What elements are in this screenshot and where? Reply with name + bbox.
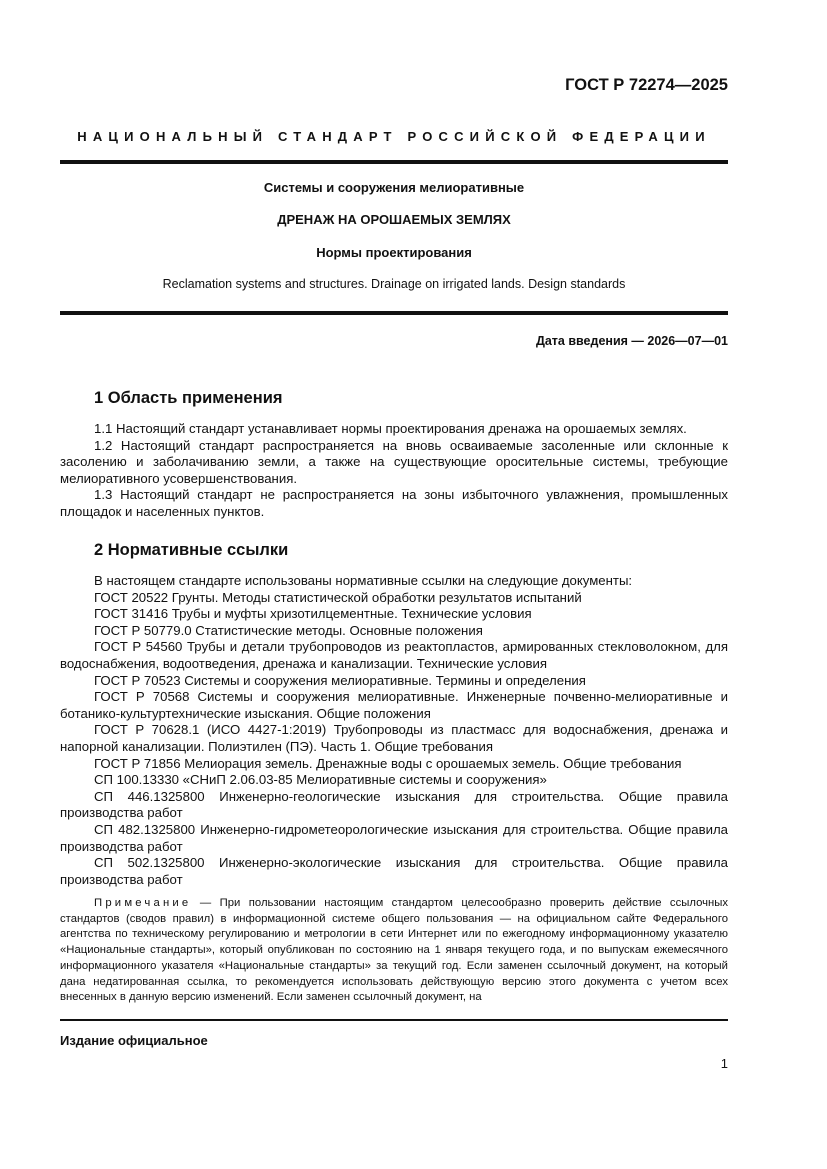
- reference-item: СП 100.13330 «СНиП 2.06.03-85 Мелиоративные системы и сооружения»: [94, 772, 547, 788]
- paragraph-1-1: 1.1 Настоящий стандарт устанавливает нормы проектирования дренажа на орошаемых землях.: [94, 421, 687, 436]
- page-number: 1: [720, 1056, 728, 1071]
- section-2-body: [60, 573, 728, 888]
- title-line-2: ДРЕНАЖ НА ОРОШАЕМЫХ ЗЕМЛЯХ: [277, 212, 511, 227]
- reference-item: ГОСТ Р 70628.1 (ИСО 4427-1:2019) Трубопроводы из пластмасс для водоснабжения, дренажа и напорной канализации. Полиэтилен (ПЭ). Часть 1. Общие требования: [60, 722, 728, 754]
- reference-item: СП 446.1325800 Инженерно-геологические изыскания для строительства. Общие правила производства работ: [60, 788, 728, 821]
- reference-item: ГОСТ Р 71856 Мелиорация земель. Дренажные воды с орошаемых земель. Общие требования: [94, 755, 682, 771]
- reference-item: ГОСТ 31416 Трубы и муфты хризотилцементные. Технические условия: [94, 606, 532, 622]
- note-block: [60, 896, 728, 1006]
- reference-item: ГОСТ Р 70568 Системы и сооружения мелиоративные. Инженерные почвенно-мелиоративные и ботанико-культуртехнические изыскания. Общие положения: [60, 689, 728, 721]
- edition-label: Издание официальное: [60, 1033, 208, 1048]
- note-text: — При пользовании настоящим стандартом целесообразно проверить действие ссылочных стандартов (сводов правил) в информационной системе общего пользования — на официальном сайте Федерального агентства по техническому регулированию и метрологии в сети Интернет или по ежегодному информационному указателю «Национальные стандарты», который опубликован по состоянию на 1 января текущего года, и по выпускам ежемесячного информационного указателя «Национальные стандарты» за текущий год. Если заменен ссылочный документ, на который дана недатированная ссылка, то рекомендуется использовать действующую версию этого документа с учетом всех внесенных в данную версию изменений. Если заменен ссылочный документ, на: [60, 897, 728, 1004]
- footer-divider: [60, 1019, 728, 1021]
- reference-item: ГОСТ Р 50779.0 Статистические методы. Основные положения: [94, 622, 483, 638]
- note-label: Примечание: [94, 897, 192, 909]
- document-code: ГОСТ Р 72274—2025: [565, 76, 728, 94]
- introduction-date: Дата введения — 2026—07—01: [535, 334, 728, 348]
- section-1-heading: 1 Область применения: [94, 389, 283, 407]
- title-english: Reclamation systems and structures. Drainage on irrigated lands. Design standards: [162, 277, 626, 291]
- national-standard-banner: НАЦИОНАЛЬНЫЙ СТАНДАРТ РОССИЙСКОЙ ФЕДЕРАЦИИ: [77, 129, 711, 144]
- title-line-1: Системы и сооружения мелиоративные: [263, 180, 525, 195]
- section-2-heading: 2 Нормативные ссылки: [94, 541, 289, 559]
- paragraph-1-3: 1.3 Настоящий стандарт не распространяется на зоны избыточного увлажнения, промышленных площадок и населенных пунктов.: [60, 487, 728, 519]
- section-1-body: [60, 421, 728, 521]
- references-intro: В настоящем стандарте использованы нормативные ссылки на следующие документы:: [94, 573, 633, 588]
- reference-item: СП 502.1325800 Инженерно-экологические изыскания для строительства. Общие правила производства работ: [60, 855, 728, 887]
- title-line-3: Нормы проектирования: [316, 245, 472, 260]
- reference-item: ГОСТ Р 54560 Трубы и детали трубопроводов из реактопластов, армированных стекловолокном, для водоснабжения, водоотведения, дренажа и канализации. Технические условия: [60, 639, 728, 671]
- top-divider: [60, 160, 728, 164]
- reference-item: СП 482.1325800 Инженерно-гидрометеорологические изыскания для строительства. Общие правила производства работ: [60, 821, 728, 854]
- paragraph-1-2: 1.2 Настоящий стандарт распространяется на вновь осваиваемые засоленные или склонные к засолению и заболачиванию земли, а также на существующие оросительные системы, требующие мелиоративного усовершенствования.: [60, 437, 728, 486]
- reference-item: ГОСТ 20522 Грунты. Методы статистической обработки результатов испытаний: [94, 589, 582, 605]
- reference-item: ГОСТ Р 70523 Системы и сооружения мелиоративные. Термины и определения: [94, 672, 586, 688]
- title-divider: [60, 311, 728, 315]
